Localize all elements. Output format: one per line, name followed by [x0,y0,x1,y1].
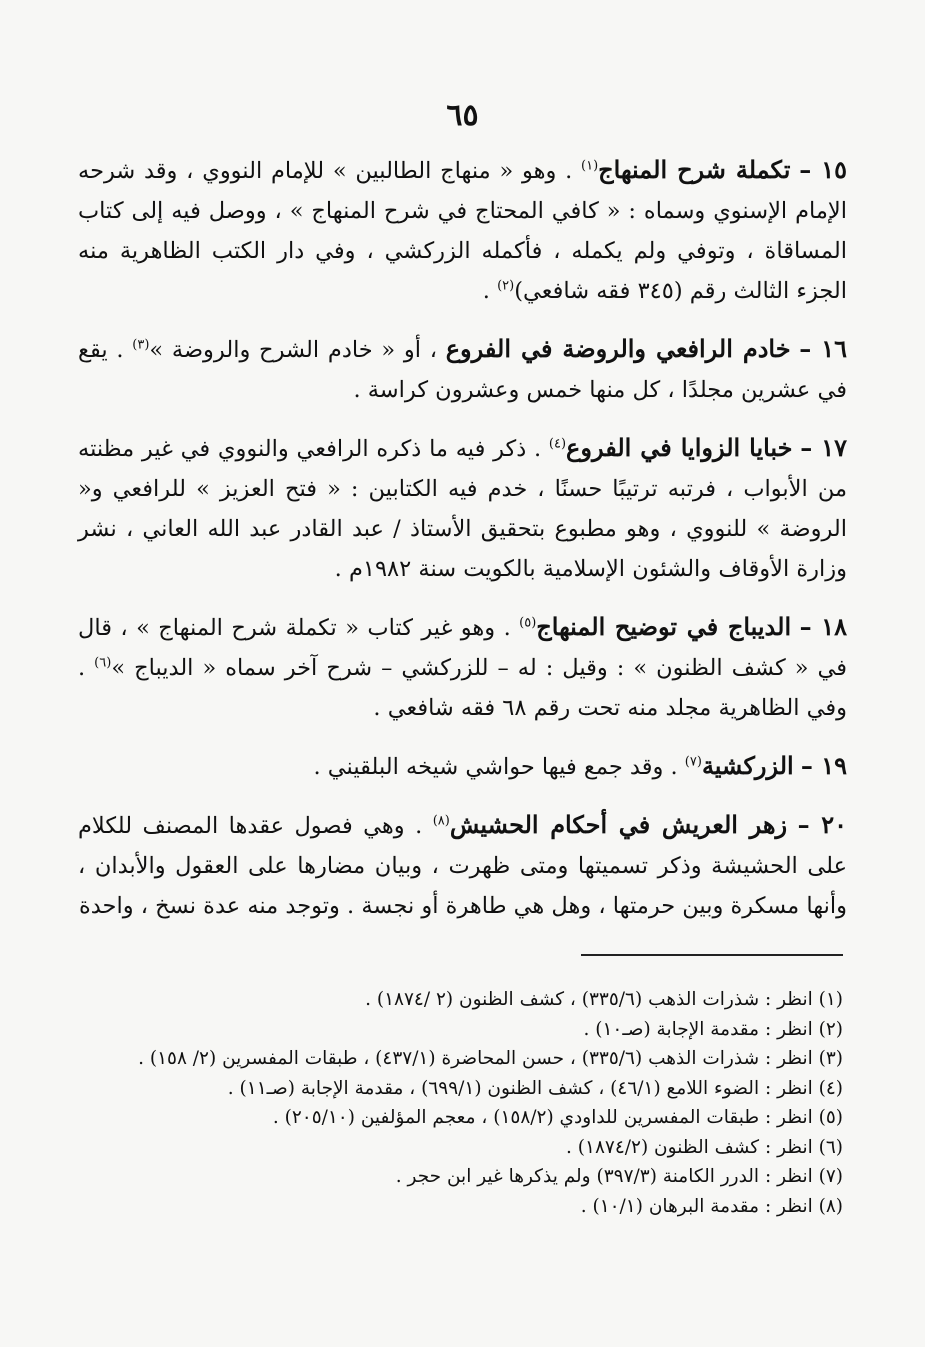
footnote-ref: (١) [581,158,599,174]
entry-number: ١٩ – [800,751,847,780]
footnote-ref: (٧) [684,754,702,770]
entry-text: . ذكر فيه ما ذكره الرافعي والنووي في غير مظنته من الأبواب ، فرتبه ترتيبًا حسنًا ، خدم فيه الكتابين : « فتح العزيز » للرافعي و« الروضة » للنووي ، وهو مطبوع بتحقيق الأستاذ / عبد القادر عبد الله العاني ، نشر وزارة الأوقاف والشئون الإسلامية بالكويت سنة ١٩٨٢م . [78,436,847,582]
entry-19 [78,746,847,787]
footnote: (٢) انظر : مقدمة الإجابة (صـ١٠) . [583,1018,843,1040]
footnote-ref: (٥) [519,615,537,631]
entry-20 [78,805,847,926]
footnote: (٨) انظر : مقدمة البرهان (١٠/١) . [580,1195,843,1217]
entry-title: خبايا الزوايا في الفروع [566,433,793,462]
entry-title: زهر العريش في أحكام الحشيش [449,810,788,839]
entry-text-end: . وفي الظاهرية مجلد منه تحت رقم ٦٨ فقه شافعي . [78,655,847,721]
footnote-divider [581,954,843,956]
footnote-ref: (٨) [432,813,450,829]
entry-18 [78,607,847,728]
entry-text: . وهو « منهاج الطالبين » للإمام النووي ، وقد شرحه الإمام الإسنوي وسماه : « كافي المحتاج في شرح المنهاج » ، ووصل فيه إلى كتاب المساقاة ، وتوفي ولم يكمله ، فأكمله الزركشي ، وفي دار الكتب الظاهرية منه الجزء الثالث رقم (٣٤٥ فقه شافعي) [78,158,847,304]
main-text [78,150,847,944]
entry-number: ٢٠ – [797,810,848,839]
footnote-ref: (٤) [548,436,567,452]
entry-number: ١٨ – [799,612,847,641]
entry-17 [78,428,847,589]
footnote: (٣) انظر : شذرات الذهب (٣٣٥/٦) ، حسن المحاضرة (٤٣٧/١) ، طبقات المفسرين (٢/ ١٥٨) . [138,1048,843,1069]
entry-title: خادم الرافعي والروضة في الفروع [445,334,791,363]
footnote: (١) انظر : شذرات الذهب (٣٣٥/٦) ، كشف الظنون (٢ /١٨٧٤) . [365,989,843,1010]
page-number: ٦٥ [446,98,479,133]
footnote-ref: (٣) [132,337,150,353]
entry-text: . وقد جمع فيها حواشي شيخه البلقيني . [313,754,678,780]
entry-title: تكملة شرح المنهاج [598,155,791,184]
footnote: (٤) انظر : الضوء اللامع (٤٦/١) ، كشف الظنون (٦٩٩/١) ، مقدمة الإجابة (صـ١١) . [227,1077,843,1099]
entry-15 [78,150,847,311]
entry-number: ١٧ – [800,433,848,462]
footnotes [80,985,843,1221]
footnote: (٧) انظر : الدرر الكامنة (٣٩٧/٣) ولم يذكرها غير ابن حجر . [395,1166,843,1187]
entry-text: . وهو غير كتاب « تكملة شرح المنهاج » ، قال في « كشف الظنون » : وقيل : له – للزركشي – شرح آخر سماه « الديباج » [78,615,847,681]
entry-title: الديباج في توضيح المنهاج [536,612,792,641]
entry-text-end: . يقع في عشرين مجلدًا ، كل منها خمس وعشرون كراسة . [78,337,847,403]
entry-text: ، أو « خادم الشرح والروضة » [149,337,437,363]
entry-title: الزركشية [701,751,794,780]
entry-number: ١٥ – [799,155,848,184]
entry-16 [78,329,847,410]
entry-number: ١٦ – [799,334,848,363]
footnote-ref: (٢) [497,278,515,294]
entry-text: . وهي فصول عقدها المصنف للكلام على الحشيشة وذكر تسميتها ومتى ظهرت ، وبيان مضارها على العقول والأبدان ، وأنها مسكرة وبين حرمتها ، وهل هي طاهرة أو نجسة . وتوجد منه عدة نسخ ، واحدة [78,813,847,919]
footnote: (٦) انظر : كشف الظنون (١٨٧٤/٢) . [566,1136,843,1158]
footnote-ref: (٦) [94,655,112,671]
footnote: (٥) انظر : طبقات المفسرين للداودي (١٥٨/٢) ، معجم المؤلفين (٢٠٥/١٠) . [272,1107,843,1128]
entry-text-end: . [482,278,498,304]
